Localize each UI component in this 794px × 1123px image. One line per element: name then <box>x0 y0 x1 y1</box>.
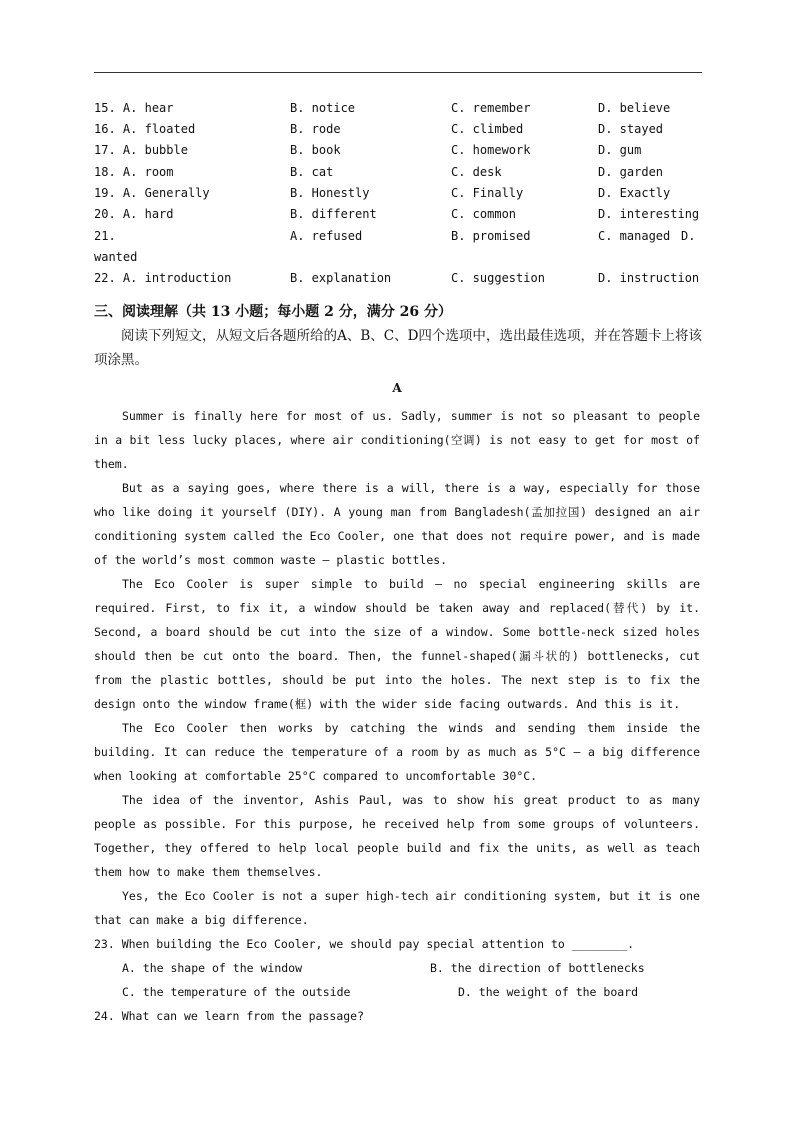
choice-18-b[interactable]: B. cat <box>290 165 334 179</box>
choice-20-b[interactable]: B. different <box>290 207 377 221</box>
choice-20-a[interactable]: 20. A. hard <box>94 207 174 221</box>
question-24-stem: 24. What can we learn from the passage? <box>94 1009 365 1023</box>
choice-21-d-wrap[interactable]: wanted <box>94 250 138 264</box>
choice-19-d[interactable]: D. Exactly <box>598 186 671 200</box>
section-instruction: 阅读下列短文，从短文后各题所给的A、B、C、D四个选项中，选出最佳选项，并在答题卡上将该项涂黑。 <box>94 328 702 368</box>
choice-21-number: 21. <box>94 229 116 243</box>
choice-19-c[interactable]: C. Finally <box>451 186 524 200</box>
choice-22-c[interactable]: C. suggestion <box>451 271 545 285</box>
passage-paragraph-2: But as a saying goes, where there is a will, there is a way, especially for those who like doing it yourself (DIY). A young man from Bangladesh(孟加拉国) designed an air conditioning system called the Eco Cooler, one that does not require power, and is made of the world’s most common waste — plastic bottles. <box>94 481 700 567</box>
question-23-option-c[interactable]: C. the temperature of the outside <box>122 985 351 999</box>
choice-16-c[interactable]: C. climbed <box>451 122 524 136</box>
choice-21-d[interactable]: D. <box>681 229 696 243</box>
header-rule <box>94 72 702 73</box>
choice-16-b[interactable]: B. rode <box>290 122 341 136</box>
choice-22-d[interactable]: D. instruction <box>598 271 700 285</box>
choice-19-a[interactable]: 19. A. Generally <box>94 186 210 200</box>
passage-title: A <box>392 381 402 395</box>
choice-15-b[interactable]: B. notice <box>290 101 356 115</box>
choice-21-a[interactable]: A. refused <box>290 229 363 243</box>
choice-16-d[interactable]: D. stayed <box>598 122 664 136</box>
passage-paragraph-4: The Eco Cooler then works by catching the winds and sending them inside the building. It can reduce the temperature of a room by as much as 5°C — a big difference when looking at comfortable 25°C compared to uncomfortable 30°C. <box>94 721 700 783</box>
choice-16-a[interactable]: 16. A. floated <box>94 122 196 136</box>
question-23-option-b[interactable]: B. the direction of bottlenecks <box>430 961 645 975</box>
passage-paragraph-5: The idea of the inventor, Ashis Paul, was to show his great product to as many people as possible. For this purpose, he received help from some groups of volunteers. Together, they offered to help local people build and fix the units, as well as teach them how to make them themselves. <box>94 793 700 879</box>
choice-18-d[interactable]: D. garden <box>598 165 664 179</box>
choice-17-c[interactable]: C. homework <box>451 143 531 157</box>
choice-18-a[interactable]: 18. A. room <box>94 165 174 179</box>
choice-22-a[interactable]: 22. A. introduction <box>94 271 232 285</box>
choice-20-d[interactable]: D. interesting <box>598 207 700 221</box>
choice-15-d[interactable]: D. believe <box>598 101 671 115</box>
section-heading: 三、阅读理解（共 13 小题；每小题 2 分，满分 26 分） <box>94 304 452 320</box>
passage-paragraph-3: The Eco Cooler is super simple to build — no special engineering skills are required. First, to fix it, a window should be taken away and replaced(替代) by it. Second, a board should be cut into the size of a window. Some bottle-neck sized holes should then be cut onto the board. Then, the funnel-shaped(漏斗状的) bottlenecks, cut from the plastic bottles, should be put into the holes. The next step is to fix the design onto the window frame(框) with the wider side facing outwards. And this is it. <box>94 577 700 711</box>
question-23-option-a[interactable]: A. the shape of the window <box>122 961 303 975</box>
choice-15-c[interactable]: C. remember <box>451 101 531 115</box>
choice-17-d[interactable]: D. gum <box>598 143 642 157</box>
passage-paragraph-6: Yes, the Eco Cooler is not a super high-tech air conditioning system, but it is one that can make a big difference. <box>94 889 700 927</box>
choice-21-b[interactable]: B. promised <box>451 229 531 243</box>
choice-17-b[interactable]: B. book <box>290 143 341 157</box>
question-23-option-d[interactable]: D. the weight of the board <box>458 985 639 999</box>
choice-22-b[interactable]: B. explanation <box>290 271 392 285</box>
choice-21-c[interactable]: C. managed <box>598 229 671 243</box>
choice-17-a[interactable]: 17. A. bubble <box>94 143 188 157</box>
choice-15-a[interactable]: 15. A. hear <box>94 101 174 115</box>
passage-paragraph-1: Summer is finally here for most of us. Sadly, summer is not so pleasant to people in a bit less lucky places, where air conditioning(空调) is not easy to get for most of them. <box>94 409 700 471</box>
choice-20-c[interactable]: C. common <box>451 207 517 221</box>
choice-19-b[interactable]: B. Honestly <box>290 186 370 200</box>
choice-18-c[interactable]: C. desk <box>451 165 502 179</box>
question-23-stem: 23. When building the Eco Cooler, we should pay special attention to ________. <box>94 937 635 951</box>
